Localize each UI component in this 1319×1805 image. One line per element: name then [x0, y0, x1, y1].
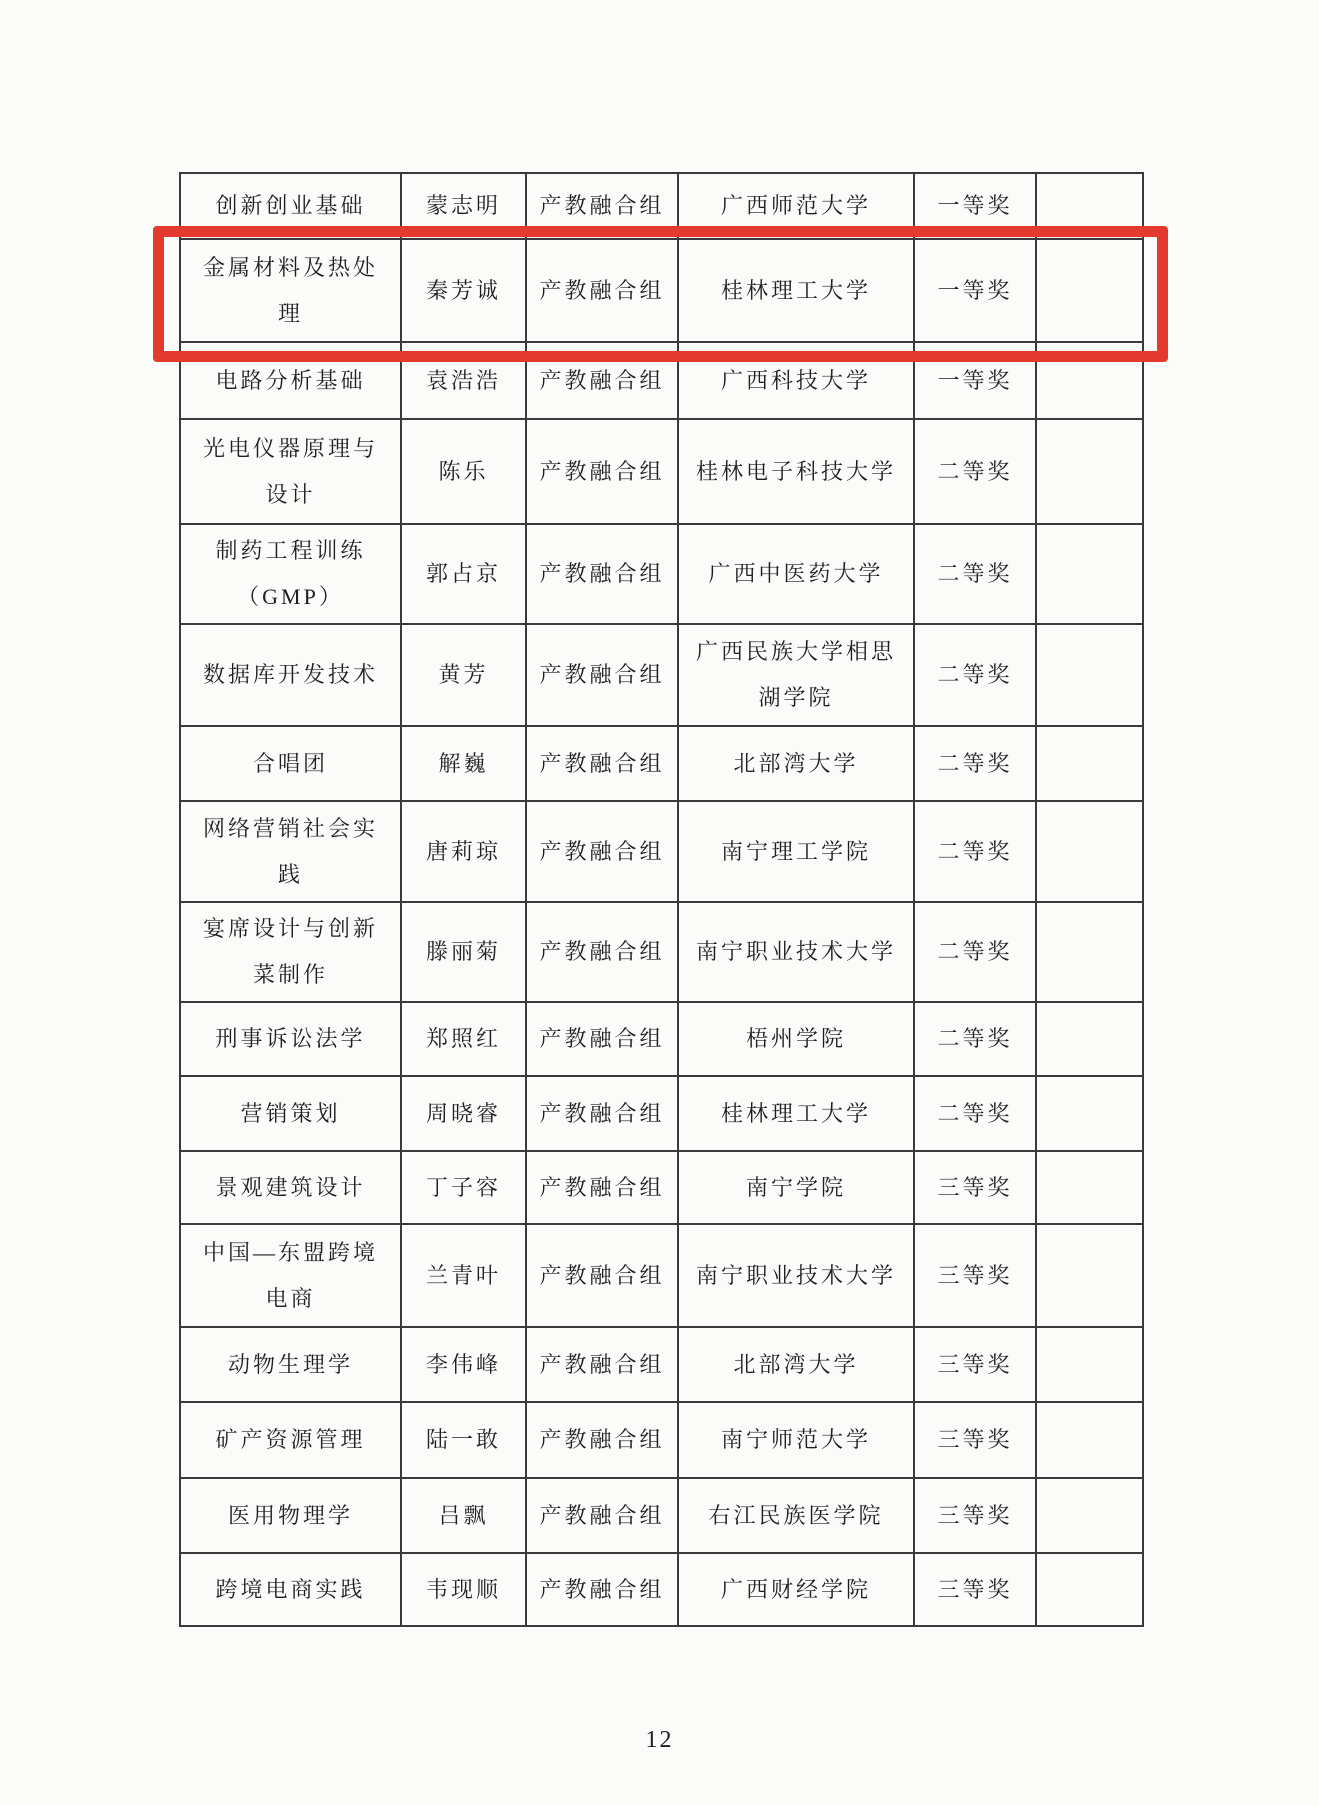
award-cell: 二等奖	[914, 524, 1036, 624]
note-cell	[1036, 173, 1143, 239]
teacher-cell: 兰青叶	[401, 1224, 526, 1327]
award-cell: 一等奖	[914, 239, 1036, 342]
group-cell: 产教融合组	[526, 1151, 678, 1224]
note-cell	[1036, 1402, 1143, 1478]
teacher-cell: 蒙志明	[401, 173, 526, 239]
group-cell: 产教融合组	[526, 1327, 678, 1402]
award-cell: 二等奖	[914, 801, 1036, 902]
note-cell	[1036, 1076, 1143, 1151]
school-cell: 桂林理工大学	[678, 1076, 914, 1151]
course-cell: 医用物理学	[180, 1478, 401, 1553]
school-cell: 北部湾大学	[678, 726, 914, 801]
awards-table-body	[180, 173, 1143, 1626]
award-cell: 三等奖	[914, 1224, 1036, 1327]
course-cell: 创新创业基础	[180, 173, 401, 239]
school-cell: 南宁学院	[678, 1151, 914, 1224]
course-cell: 中国—东盟跨境 电商	[180, 1224, 401, 1327]
school-cell: 广西科技大学	[678, 342, 914, 419]
table-row	[180, 902, 1143, 1002]
award-cell: 一等奖	[914, 173, 1036, 239]
course-cell: 动物生理学	[180, 1327, 401, 1402]
table-row	[180, 1224, 1143, 1327]
teacher-cell: 吕飘	[401, 1478, 526, 1553]
teacher-cell: 秦芳诚	[401, 239, 526, 342]
group-cell: 产教融合组	[526, 419, 678, 524]
group-cell: 产教融合组	[526, 1478, 678, 1553]
group-cell: 产教融合组	[526, 239, 678, 342]
note-cell	[1036, 239, 1143, 342]
table-row-highlighted	[180, 239, 1143, 342]
course-cell: 光电仪器原理与 设计	[180, 419, 401, 524]
award-cell: 三等奖	[914, 1478, 1036, 1553]
group-cell: 产教融合组	[526, 1076, 678, 1151]
award-cell: 一等奖	[914, 342, 1036, 419]
school-cell: 南宁理工学院	[678, 801, 914, 902]
group-cell: 产教融合组	[526, 1553, 678, 1626]
table-row	[180, 801, 1143, 902]
award-cell: 三等奖	[914, 1402, 1036, 1478]
note-cell	[1036, 726, 1143, 801]
table-row	[180, 524, 1143, 624]
school-cell: 北部湾大学	[678, 1327, 914, 1402]
note-cell	[1036, 1553, 1143, 1626]
note-cell	[1036, 524, 1143, 624]
page-number: 12	[645, 1727, 674, 1753]
note-cell	[1036, 1151, 1143, 1224]
table-row	[180, 1553, 1143, 1626]
award-cell: 二等奖	[914, 624, 1036, 726]
teacher-cell: 黄芳	[401, 624, 526, 726]
course-cell: 网络营销社会实 践	[180, 801, 401, 902]
table-row	[180, 1327, 1143, 1402]
table-row	[180, 1151, 1143, 1224]
note-cell	[1036, 624, 1143, 726]
table-row	[180, 173, 1143, 239]
course-cell: 跨境电商实践	[180, 1553, 401, 1626]
group-cell: 产教融合组	[526, 1402, 678, 1478]
school-cell: 广西师范大学	[678, 173, 914, 239]
note-cell	[1036, 419, 1143, 524]
table-row	[180, 1002, 1143, 1076]
group-cell: 产教融合组	[526, 173, 678, 239]
school-cell: 右江民族医学院	[678, 1478, 914, 1553]
school-cell: 广西中医药大学	[678, 524, 914, 624]
note-cell	[1036, 801, 1143, 902]
school-cell: 南宁职业技术大学	[678, 1224, 914, 1327]
group-cell: 产教融合组	[526, 524, 678, 624]
teacher-cell: 丁子容	[401, 1151, 526, 1224]
group-cell: 产教融合组	[526, 902, 678, 1002]
teacher-cell: 李伟峰	[401, 1327, 526, 1402]
table-row	[180, 726, 1143, 801]
course-cell: 景观建筑设计	[180, 1151, 401, 1224]
table-row	[180, 1076, 1143, 1151]
table-row	[180, 1402, 1143, 1478]
teacher-cell: 韦现顺	[401, 1553, 526, 1626]
award-cell: 二等奖	[914, 902, 1036, 1002]
note-cell	[1036, 1002, 1143, 1076]
group-cell: 产教融合组	[526, 1002, 678, 1076]
note-cell	[1036, 342, 1143, 419]
award-cell: 二等奖	[914, 419, 1036, 524]
teacher-cell: 唐莉琼	[401, 801, 526, 902]
course-cell: 刑事诉讼法学	[180, 1002, 401, 1076]
school-cell: 桂林理工大学	[678, 239, 914, 342]
table-row	[180, 419, 1143, 524]
course-cell: 金属材料及热处 理	[180, 239, 401, 342]
note-cell	[1036, 1327, 1143, 1402]
teacher-cell: 解巍	[401, 726, 526, 801]
table-row	[180, 1478, 1143, 1553]
award-cell: 二等奖	[914, 1002, 1036, 1076]
group-cell: 产教融合组	[526, 726, 678, 801]
teacher-cell: 陆一敢	[401, 1402, 526, 1478]
award-cell: 三等奖	[914, 1553, 1036, 1626]
table-row	[180, 624, 1143, 726]
school-cell: 桂林电子科技大学	[678, 419, 914, 524]
teacher-cell: 周晓睿	[401, 1076, 526, 1151]
table-row	[180, 342, 1143, 419]
teacher-cell: 郭占京	[401, 524, 526, 624]
course-cell: 电路分析基础	[180, 342, 401, 419]
group-cell: 产教融合组	[526, 342, 678, 419]
school-cell: 南宁师范大学	[678, 1402, 914, 1478]
teacher-cell: 滕丽菊	[401, 902, 526, 1002]
school-cell: 梧州学院	[678, 1002, 914, 1076]
note-cell	[1036, 1224, 1143, 1327]
group-cell: 产教融合组	[526, 801, 678, 902]
award-cell: 三等奖	[914, 1151, 1036, 1224]
awards-table	[179, 172, 1144, 1627]
school-cell: 广西财经学院	[678, 1553, 914, 1626]
note-cell	[1036, 902, 1143, 1002]
award-cell: 二等奖	[914, 726, 1036, 801]
course-cell: 数据库开发技术	[180, 624, 401, 726]
note-cell	[1036, 1478, 1143, 1553]
award-cell: 三等奖	[914, 1327, 1036, 1402]
teacher-cell: 郑照红	[401, 1002, 526, 1076]
teacher-cell: 袁浩浩	[401, 342, 526, 419]
award-cell: 二等奖	[914, 1076, 1036, 1151]
school-cell: 南宁职业技术大学	[678, 902, 914, 1002]
course-cell: 合唱团	[180, 726, 401, 801]
teacher-cell: 陈乐	[401, 419, 526, 524]
course-cell: 矿产资源管理	[180, 1402, 401, 1478]
school-cell: 广西民族大学相思 湖学院	[678, 624, 914, 726]
group-cell: 产教融合组	[526, 624, 678, 726]
course-cell: 营销策划	[180, 1076, 401, 1151]
group-cell: 产教融合组	[526, 1224, 678, 1327]
course-cell: 制药工程训练 （GMP）	[180, 524, 401, 624]
course-cell: 宴席设计与创新 菜制作	[180, 902, 401, 1002]
